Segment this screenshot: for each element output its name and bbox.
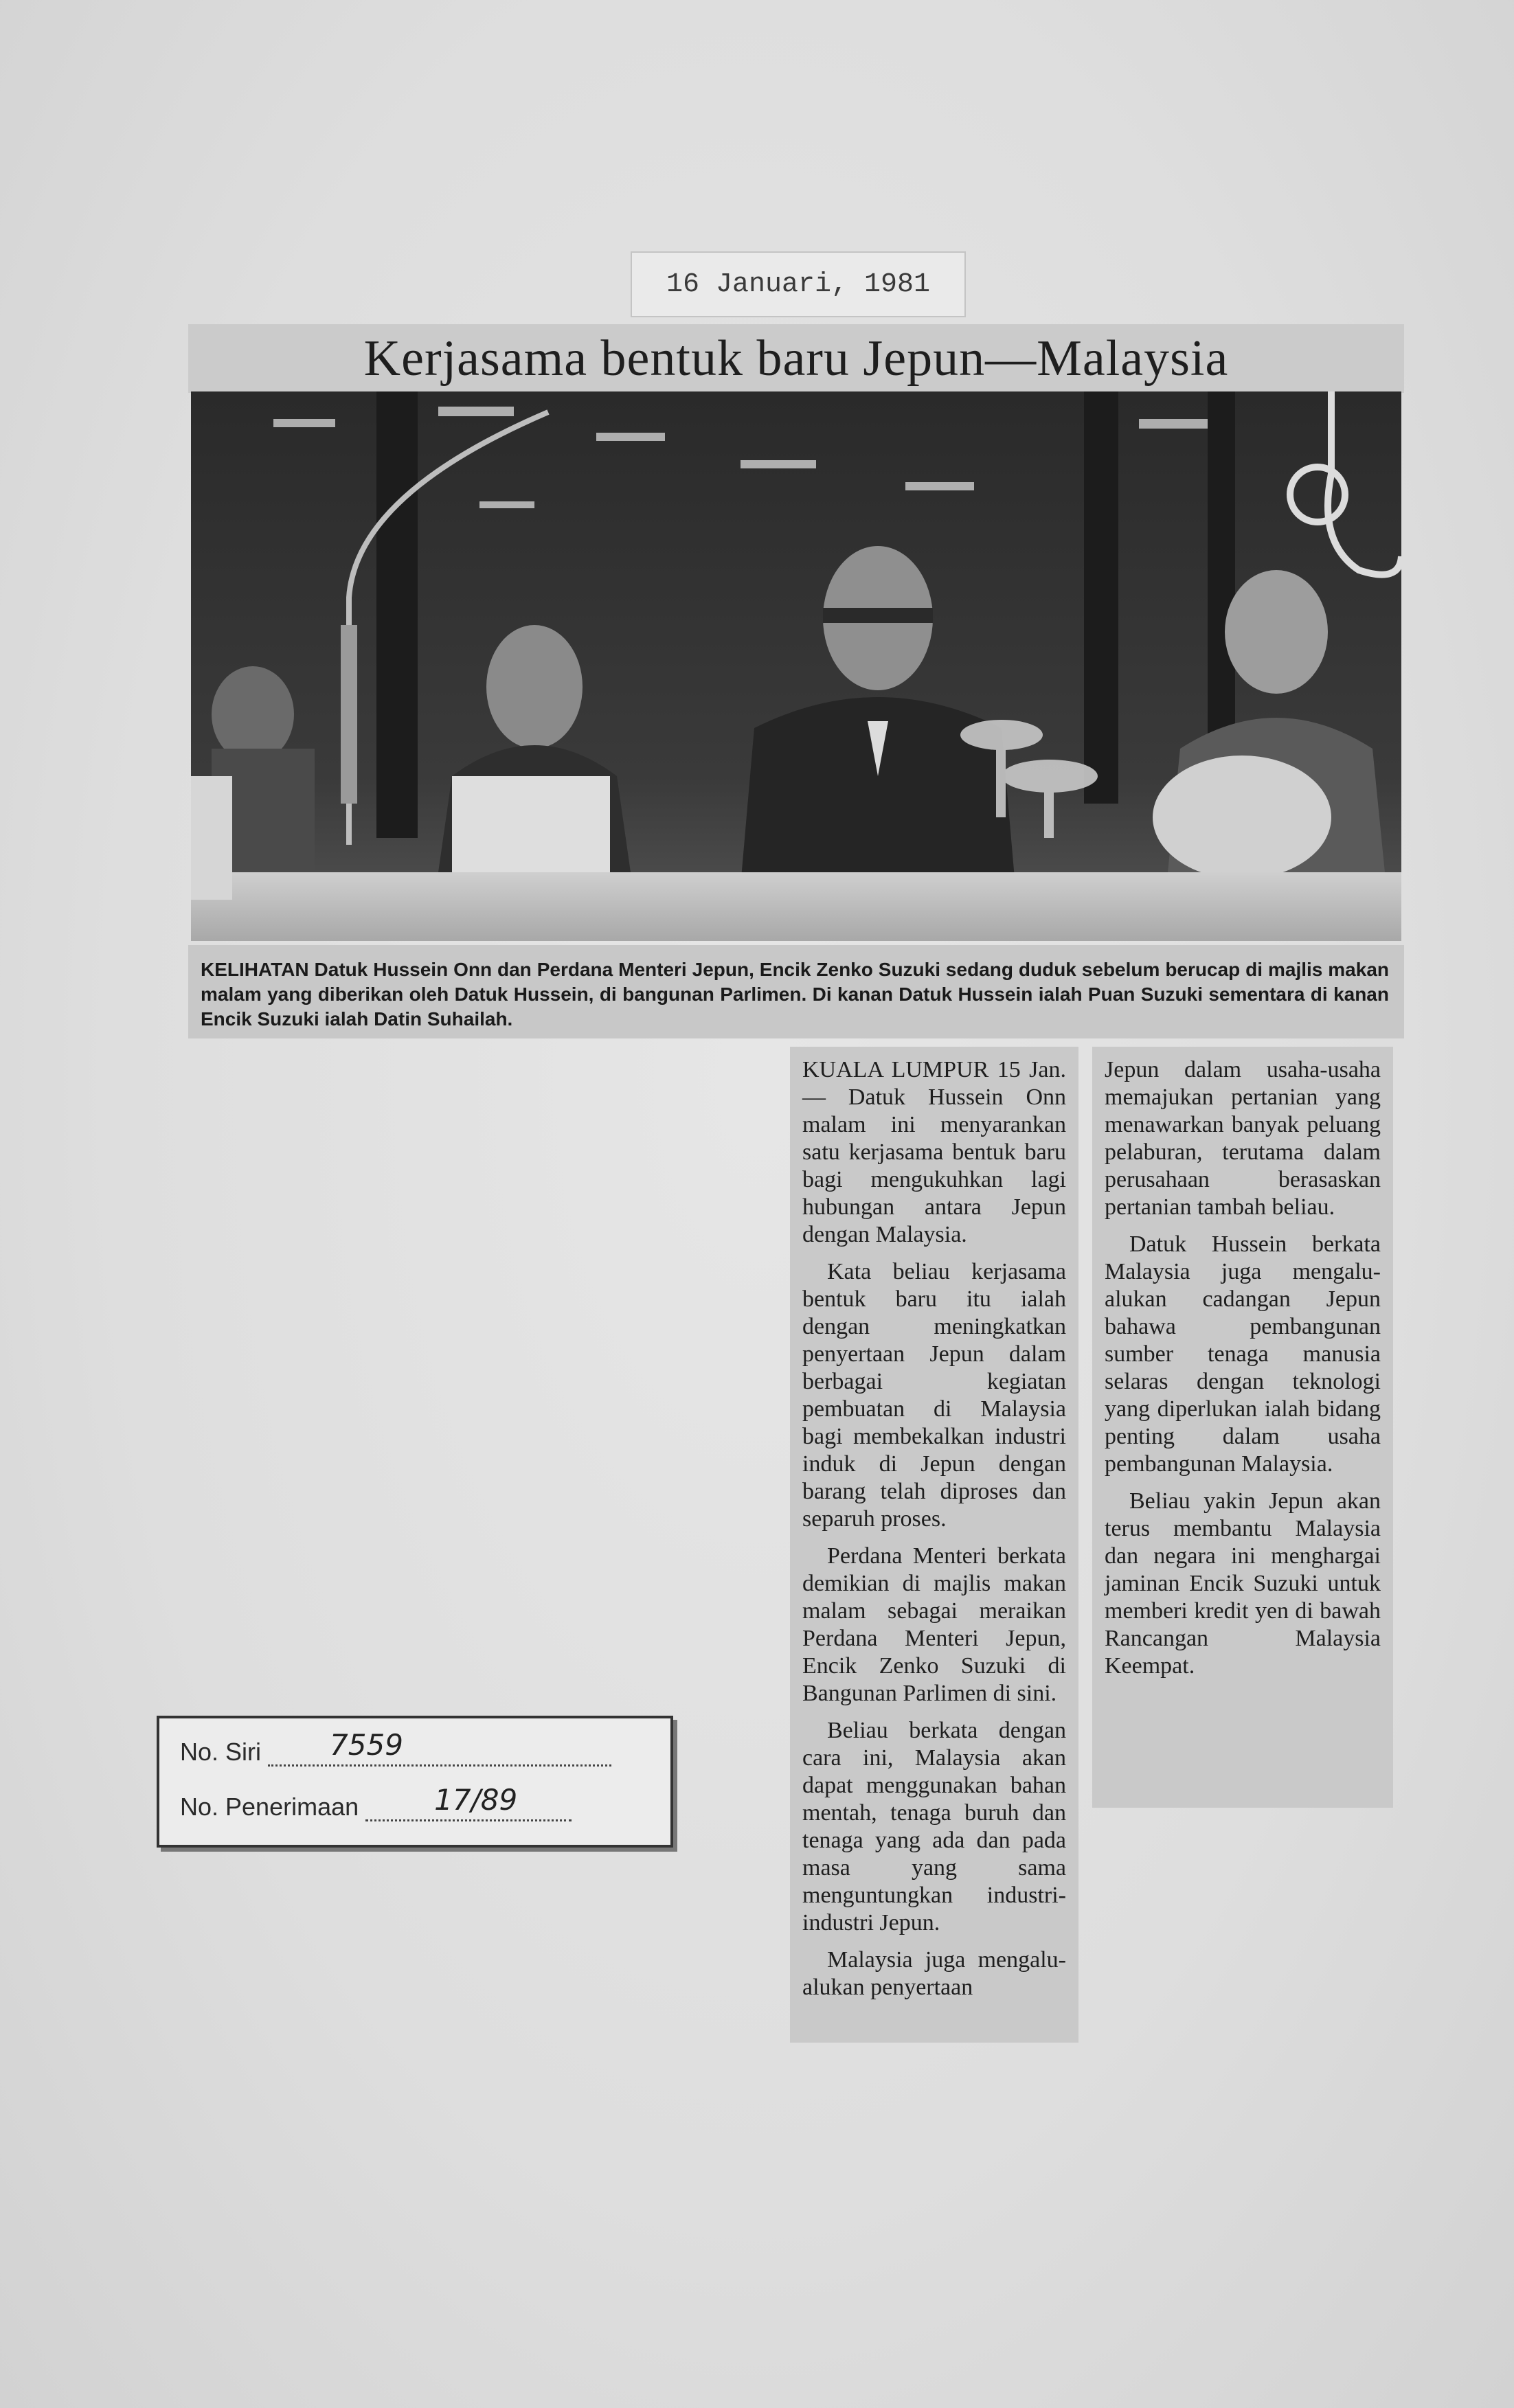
paragraph: Malaysia juga mengalu-alukan penyertaan (802, 1947, 1066, 2000)
date-label: 16 Januari, 1981 (631, 251, 966, 317)
siri-value: 7559 (330, 1728, 403, 1762)
siri-dotted-line (268, 1728, 611, 1767)
archive-stamp (157, 1716, 673, 1848)
paragraph: Jepun dalam usaha-usaha memajukan pertanian yang menawarkan banyak peluang pelaburan, terutama dalam perusahaan berasaskan pertanian tambah beliau. (1105, 1057, 1381, 1220)
penerimaan-label: No. Penerimaan (180, 1793, 359, 1821)
article-column-2 (1092, 1047, 1393, 1808)
siri-label: No. Siri (180, 1738, 262, 1766)
paragraph: KUALA LUMPUR 15 Jan. — Datuk Hussein Onn malam ini menyarankan satu kerjasama bentuk baru bagi mengukuhkan lagi hubungan antara Jepun dengan Malaysia. (802, 1057, 1066, 1247)
stamp-row-penerimaan (180, 1783, 572, 1821)
paragraph: Perdana Menteri berkata demikian di majlis makan malam sebagai meraikan Perdana Menteri Jepun, Encik Zenko Suzuki di Bangunan Parlimen di sini. (802, 1543, 1066, 1706)
article-column-1 (790, 1047, 1078, 2043)
paragraph: Datuk Hussein berkata Malaysia juga mengalu-alukan cadangan Jepun bahawa pembangunan sumber tenaga manusia selaras dengan teknologi yang diperlukan ialah bidang penting dalam usaha pembangunan Malaysia. (1105, 1231, 1381, 1477)
stamp-row-siri (180, 1728, 611, 1767)
penerimaan-dotted-line (365, 1783, 572, 1821)
paragraph: Kata beliau kerjasama bentuk baru itu ialah dengan meningkatkan penyertaan Jepun dalam berbagai kegiatan pembuatan di Malaysia bagi membekalkan industri induk di Jepun dengan barang telah diproses dan separuh proses. (802, 1259, 1066, 1532)
headline: Kerjasama bentuk baru Jepun—Malaysia (363, 330, 1229, 387)
photo-caption: KELIHATAN Datuk Hussein Onn dan Perdana Menteri Jepun, Encik Zenko Suzuki sedang duduk sebelum berucap di majlis makan malam yang diberikan oleh Datuk Hussein, di bangunan Parlimen. Di kanan Datuk Hussein ialah Puan Suzuki sementara di kanan Encik Suzuki ialah Datin Suhailah. (201, 959, 1389, 1030)
penerimaan-value: 17/89 (434, 1783, 518, 1817)
news-photo (191, 391, 1401, 941)
paragraph: Beliau berkata dengan cara ini, Malaysia akan dapat menggunakan bahan mentah, tenaga buruh dan tenaga yang ada dan pada masa yang sama menguntungkan industri-industri Jepun. (802, 1718, 1066, 1935)
paragraph: Beliau yakin Jepun akan terus membantu Malaysia dan negara ini menghargai jaminan Encik Suzuki untuk memberi kredit yen di bawah Rancangan Malaysia Keempat. (1105, 1488, 1381, 1679)
